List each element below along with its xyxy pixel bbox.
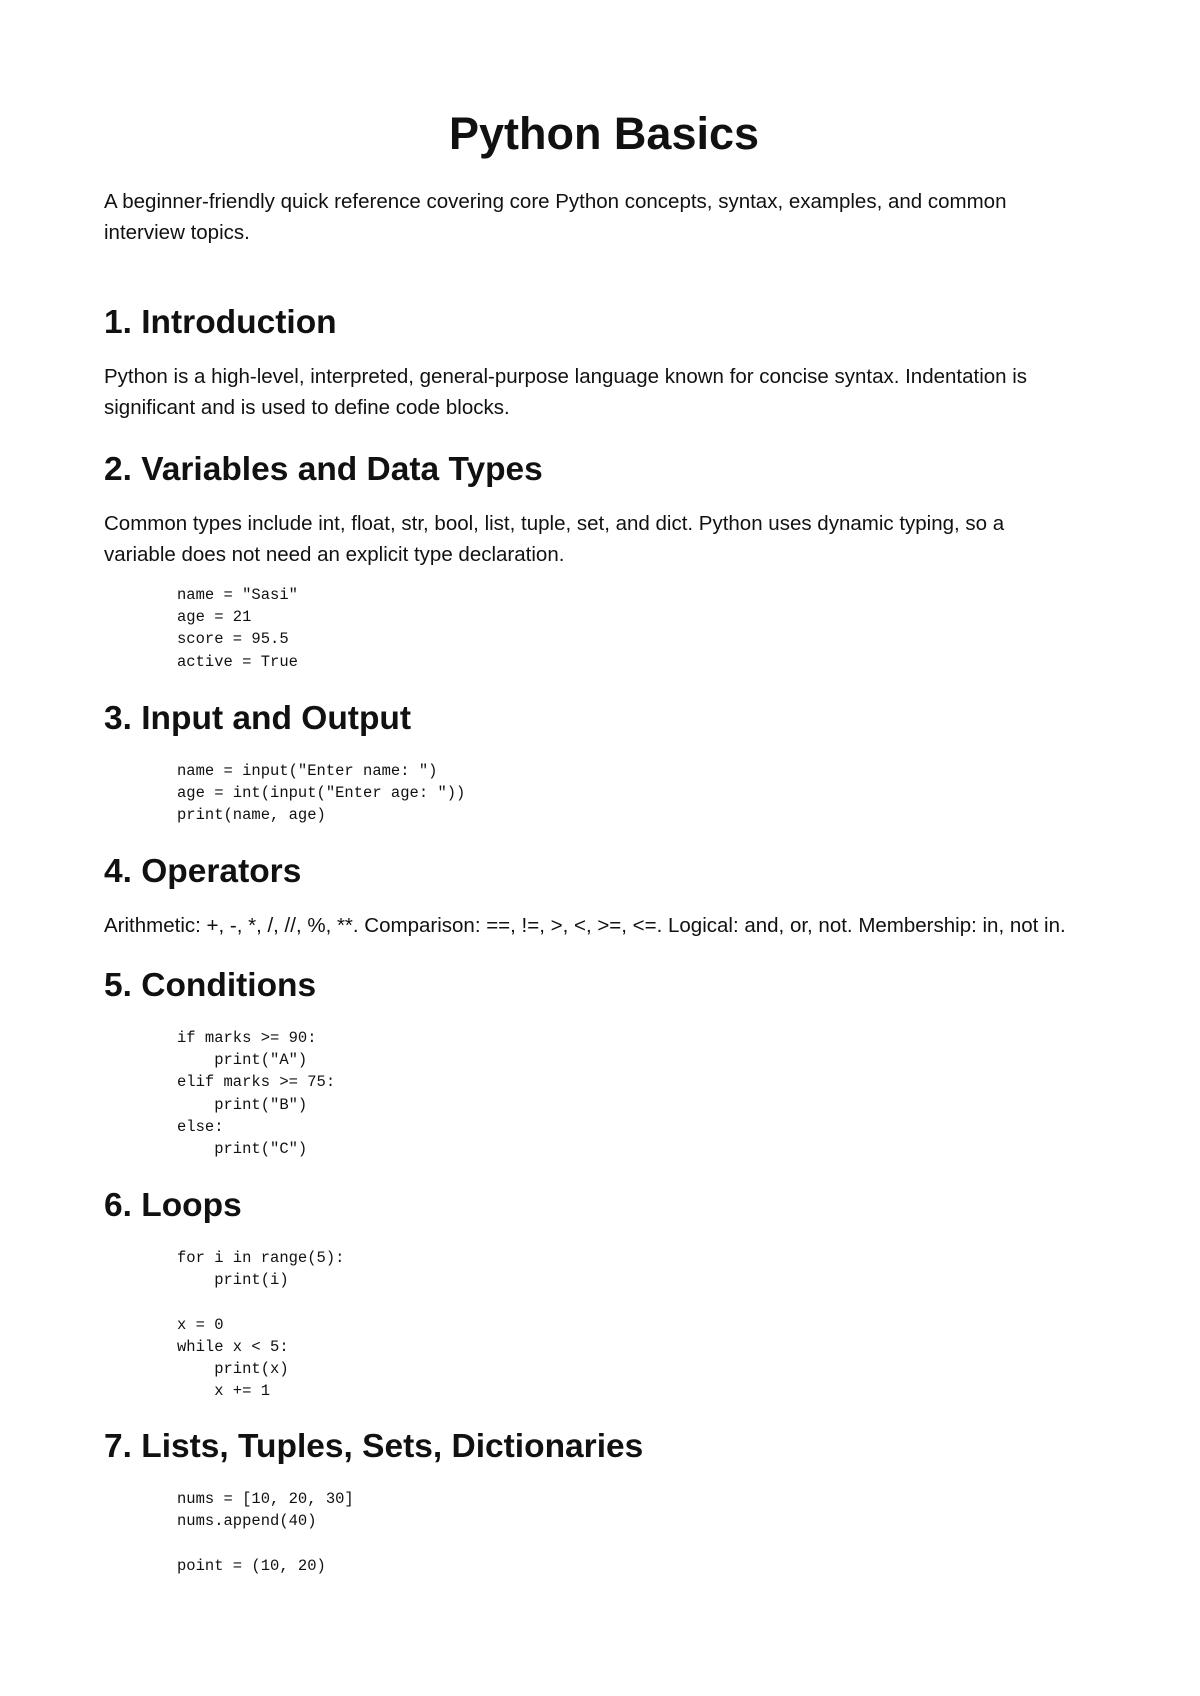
heading-conditions: 5. Conditions — [104, 967, 317, 1004]
heading-loops: 6. Loops — [104, 1187, 242, 1224]
introduction-text: Python is a high-level, interpreted, general-purpose language known for concise syntax. Indentation is significant and is used to define code blocks. — [104, 365, 1028, 419]
heading-operators: 4. Operators — [104, 853, 302, 890]
operators-text: Arithmetic: +, -, *, /, //, %, **. Comparison: ==, !=, >, <, >=, <=. Logical: and, or, not. Membership: in, not in. — [104, 914, 1066, 937]
collections-code-block: nums = [10, 20, 30] nums.append(40) point = (10, 20) — [177, 1490, 354, 1575]
heading-introduction: 1. Introduction — [104, 304, 337, 341]
variables-text: Common types include int, float, str, bool, list, tuple, set, and dict. Python uses dynamic typing, so a variable does not need an explicit type declaration. — [104, 512, 1005, 566]
heading-input-output: 3. Input and Output — [104, 700, 412, 737]
heading-variables: 2. Variables and Data Types — [104, 451, 543, 488]
variables-code-block: name = "Sasi" age = 21 score = 95.5 active = True — [177, 586, 298, 671]
document-title: Python Basics — [448, 108, 760, 159]
heading-collections: 7. Lists, Tuples, Sets, Dictionaries — [104, 1428, 644, 1465]
loops-code-block: for i in range(5): print(i) x = 0 while x < 5: print(x) x += 1 — [177, 1249, 345, 1401]
conditions-code-block: if marks >= 90: print("A") elif marks >= 75: print("B") else: print("C") — [177, 1029, 336, 1159]
document-intro: A beginner-friendly quick reference covering core Python concepts, syntax, examples, and common interview topics. — [104, 190, 1007, 244]
input-output-code-block: name = input("Enter name: ") age = int(input("Enter age: ")) print(name, age) — [177, 762, 466, 825]
